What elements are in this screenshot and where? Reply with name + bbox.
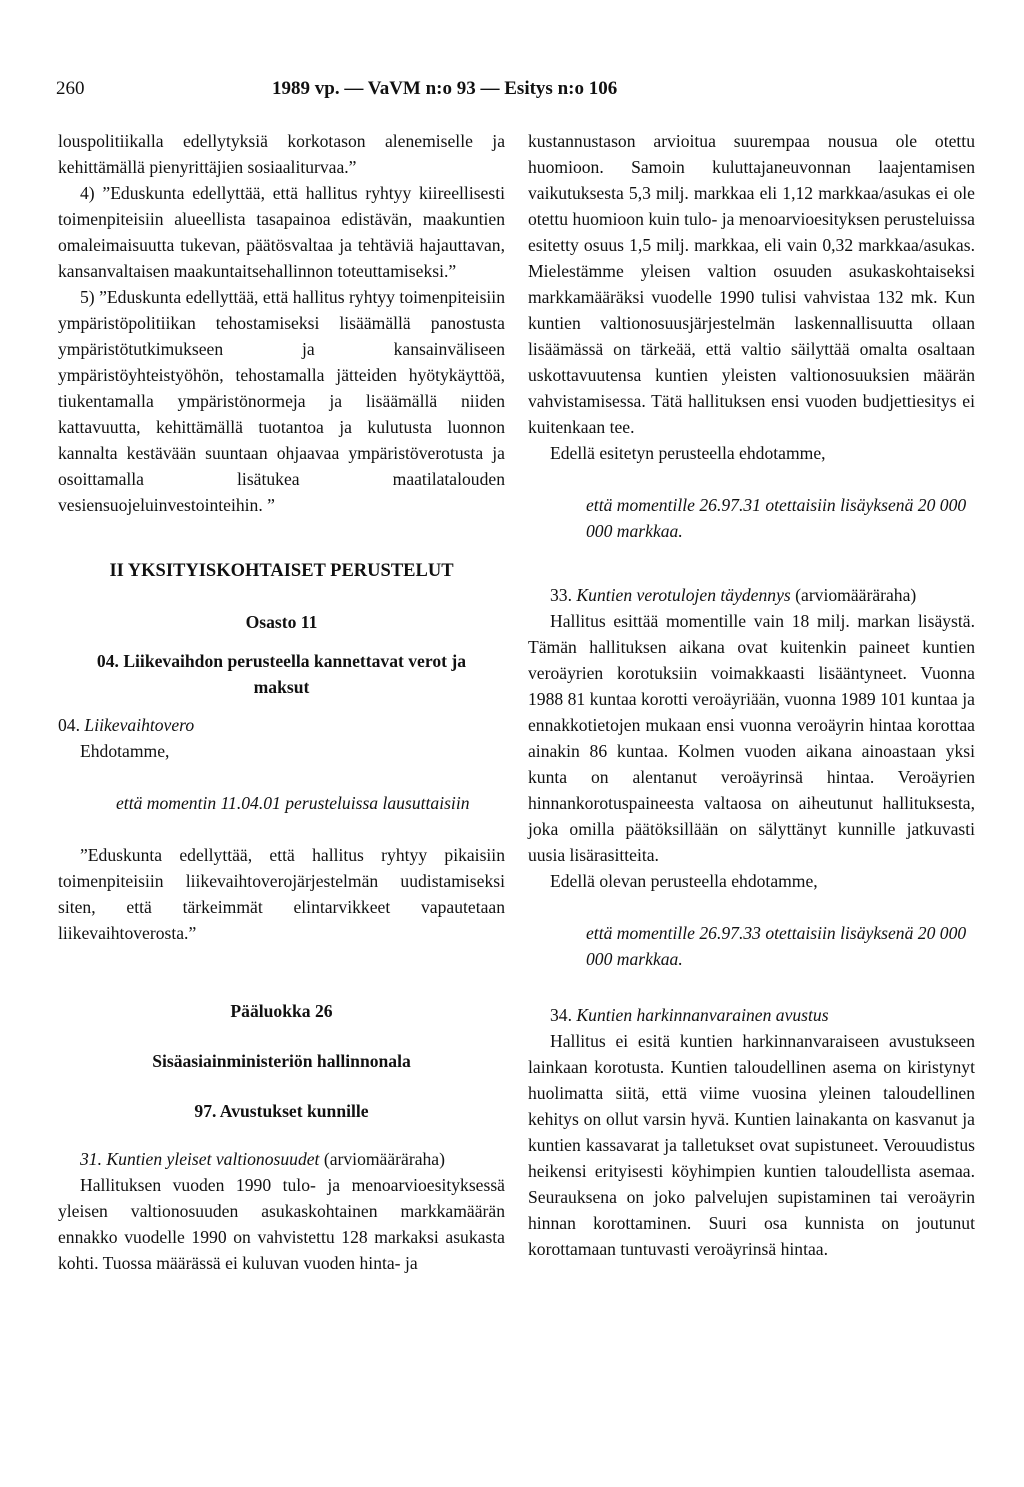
heading-97: 97. Avustukset kunnille bbox=[194, 1101, 369, 1121]
left-column bbox=[58, 128, 505, 1276]
paragraph-34: Hallitus ei esitä kuntien harkinnanvaraiseen avustukseen lainkaan korotusta. Kuntien taloudellinen asema on kiristynyt huolimatta siitä, että viime vuosina yleinen taloudellinen kehitys on ollut varsin hyvä. Kuntien lainakanta on kasvanut ja kuntien kassavarat ja talletukset ovat supistuneet. Verouudistus heikensi erityisesti köyhimpien kuntien taloudellista asemaa. Seurauksena on joko palvelujen supistaminen tai veroäyrin hinnan korottaminen. Suuri osa kunnista on joutunut korottamaan tuntuvasti veroäyrinsä hintaa. bbox=[528, 1031, 975, 1259]
ministry-heading: Sisäasiainministeriön hallinnonala bbox=[152, 1051, 411, 1071]
running-title: 1989 vp. — VaVM n:o 93 — Esitys n:o 106 bbox=[272, 78, 618, 99]
item-31-number: 31. bbox=[80, 1149, 102, 1169]
item-34-number: 34. bbox=[550, 1005, 572, 1025]
item-04-title: Liikevaihtovero bbox=[84, 715, 195, 735]
proposal-text: Ehdotamme, bbox=[80, 741, 170, 761]
section-heading: II YKSITYISKOHTAISET PERUSTELUT bbox=[109, 561, 454, 581]
motion-1: että momentin 11.04.01 perusteluissa lausuttaisiin bbox=[116, 793, 470, 813]
paaluokka-heading: Pääluokka 26 bbox=[230, 1001, 333, 1021]
item-31 bbox=[58, 1146, 505, 1172]
item-04 bbox=[58, 712, 505, 738]
quote-paragraph: ”Eduskunta edellyttää, että hallitus ryhtyy pikaisiin toimenpiteisiin liikevaihtoverojärjestelmän uudistamiseksi siten, että tärkeimmät elintarvikkeet vapautetaan liikevaihtoverosta.” bbox=[58, 845, 505, 943]
osasto-heading: Osasto 11 bbox=[245, 612, 318, 632]
proposal-text-3: Edellä olevan perusteella ehdotamme, bbox=[550, 871, 818, 891]
paragraph-continued: kustannustason arvioitua suurempaa nousua ole otettu huomioon. Samoin kuluttajaneuvonnan laajentamisen vaikutuksesta 5,3 milj. markkaa eli 1,12 markkaa/asukas ei ole otettu huomioon kuin tulo- ja menoarvioesityksen perusteluissa esitetty osuus 1,5 milj. markkaa, eli vain 0,32 markkaa/asukas. Mielestämme yleisen valtion osuuden asukaskohtaiseksi markkamääräksi vuodelle 1990 tulisi vahvistaa 132 mk. Kun kuntien valtionosuusjärjestelmän laskennallisuutta ollaan lisäämässä on tärkeää, että valtio säilyttää omalta osaltaan uskottavuutensa kuntien yleisten valtionosuuksien määrän vahvistamisessa. Tätä hallituksen ensi vuoden budjettiesitys ei kuitenkaan tee. bbox=[528, 131, 975, 437]
motion-3: että momentille 26.97.33 otettaisiin lisäyksenä 20 000 000 markkaa. bbox=[586, 923, 967, 969]
item-33-number: 33. bbox=[550, 585, 572, 605]
page-number: 260 bbox=[56, 78, 85, 99]
heading-04: 04. Liikevaihdon perusteella kannettavat verot ja maksut bbox=[96, 651, 467, 697]
motion-2: että momentille 26.97.31 otettaisiin lisäyksenä 20 000 000 markkaa. bbox=[586, 495, 967, 541]
right-column bbox=[528, 128, 975, 1262]
item-04-number: 04. bbox=[58, 715, 80, 735]
paragraph-33: Hallitus esittää momentille vain 18 milj. markan lisäystä. Tämän hallituksen aikana ovat kuitenkin paineet kuntien veroäyrien korotuksiin voimakkaasti lisääntyneet. Vuonna 1988 81 kuntaa korotti veroäyriään, vuonna 1989 101 kuntaa ja ennakkotietojen mukaan ensi vuonna veroäyrin hintaa korottaa ainakin 86 kuntaa. Kolmen vuoden aikana ainoastaan yksi kunta on alentanut veroäyrinsä hintaa. Veroäyrien hinnankorotuspaineesta valtaosa on aiheutunut hallituksesta, joka omilla päätöksillään on sälyttänyt kunnille jatkuvasti uusia lisärasitteita. bbox=[528, 611, 975, 865]
paragraph-31: Hallituksen vuoden 1990 tulo- ja menoarvioesityksessä yleisen valtionosuuden asukaskohtainen markkamäärän ennakko vuodelle 1990 on vahvistettu 128 markaksi asukasta kohti. Tuossa määrässä ei kuluvan vuoden hinta- ja bbox=[58, 1175, 505, 1273]
paragraph-4: 4) ”Eduskunta edellyttää, että hallitus ryhtyy kiireellisesti toimenpiteisiin alueellista tasapainoa edistävän, maakuntien omaleimaisuutta tukevan, päätösvaltaa ja tehtäviä hajauttavan, kansanvaltaisen maakuntaitsehallinnon toteuttamiseksi.” bbox=[58, 183, 505, 281]
item-34-title: Kuntien harkinnanvarainen avustus bbox=[576, 1005, 829, 1025]
item-33-suffix: (arviomääräraha) bbox=[795, 585, 917, 605]
paragraph-5: 5) ”Eduskunta edellyttää, että hallitus ryhtyy toimenpiteisiin ympäristöpolitiikan tehostamiseksi lisäämällä panostusta ympäristötutkimukseen ja kansainväliseen ympäristöyhteistyöhön, tehostamalla jätteiden hyötykäyttöä, tiukentamalla ympäristönormeja ja lisäämällä niiden kattavuutta, kehittämällä tuotantoa ja kulutusta luonnon kannalta kestävään suuntaan ohjaavaa ympäristöverotusta ja osoittamalla lisätukea maatilatalouden vesiensuojeluinvestointeihin. ” bbox=[58, 287, 505, 515]
item-34 bbox=[528, 1002, 975, 1028]
proposal-text-2: Edellä esitetyn perusteella ehdotamme, bbox=[550, 443, 826, 463]
item-31-title: Kuntien yleiset valtionosuudet bbox=[106, 1149, 320, 1169]
item-33-title: Kuntien verotulojen täydennys bbox=[576, 585, 791, 605]
item-33 bbox=[528, 582, 975, 608]
page-header bbox=[56, 78, 956, 104]
item-31-suffix: (arviomääräraha) bbox=[323, 1149, 445, 1169]
paragraph-intro: louspolitiikalla edellytyksiä korkotason alenemiselle ja kehittämällä pienyrittäjien sosiaaliturvaa.” bbox=[58, 131, 505, 177]
